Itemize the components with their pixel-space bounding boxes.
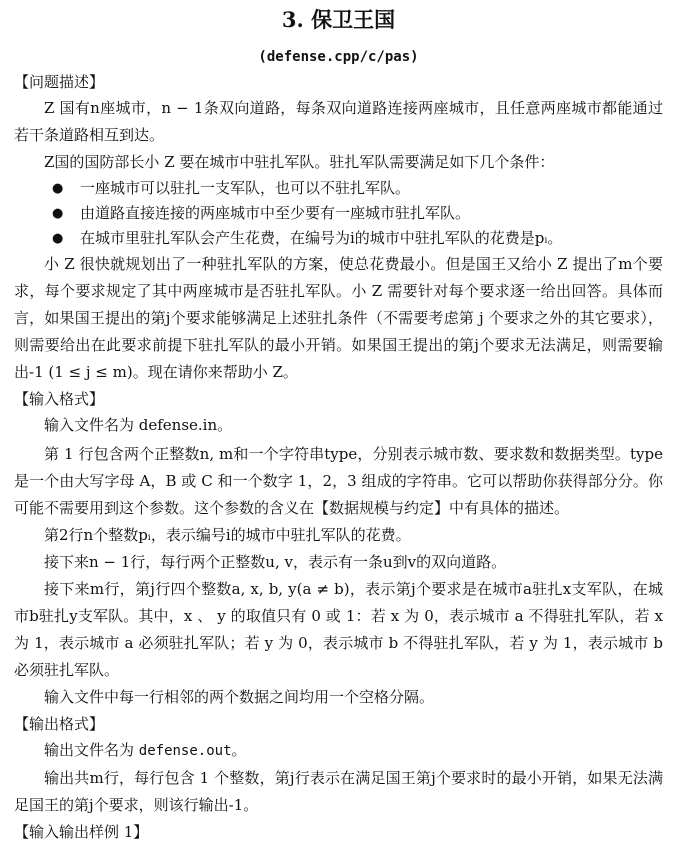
section-heading-description: 【问题描述】: [14, 73, 105, 91]
condition-text: 一座城市可以驻扎一支军队，也可以不驻扎军队。: [80, 179, 411, 197]
condition-text: 在城市里驻扎军队会产生花费，在编号为i的城市中驻扎军队的花费是pᵢ。: [80, 229, 563, 247]
input-paragraph-2: 第 1 行包含两个正整数n, m和一个字符串type，分别表示城市数、要求数和数据类型。type是一个由大写字母 A，B 或 C 和一个数字 1，2，3 组成的字符串。它可以帮助你获得部分分。你可能不需要用到这个参数。这个参数的含义在【数据规模与约定】中有具体的描述。: [14, 445, 663, 517]
desc-paragraph-1: Z 国有n座城市，n − 1条双向道路，每条双向道路连接两座城市，且任意两座城市都能通过若干条道路相互到达。: [14, 99, 663, 144]
input-paragraph-1: 输入文件名为 defense.in。: [44, 416, 233, 434]
output-paragraph-2: 输出共m行，每行包含 1 个整数，第j行表示在满足国王第j个要求时的最小开销，如果无法满足国王的第j个要求，则该行输出-1。: [14, 769, 663, 814]
condition-item: [14, 176, 663, 201]
condition-item: [14, 226, 663, 251]
desc-paragraph-2: Z国的国防部长小 Z 要在城市中驻扎军队。驻扎军队需要满足如下几个条件：: [44, 153, 555, 171]
input-paragraph-4: 接下来n − 1行，每行两个正整数u, v，表示有一条u到v的双向道路。: [44, 553, 507, 571]
bullet-icon: ●: [52, 231, 64, 246]
input-paragraph-5: 接下来m行，第j行四个整数a, x, b, y(a ≠ b)，表示第j个要求是在城市a驻扎x支军队，在城市b驻扎y支军队。其中，x 、 y 的取值只有 0 或 1：若 x 为 0，表示城市 a 不得驻扎军队，若 x 为 1，表示城市 a 必须驻扎军队；若 y 为 0，表示城市 b 不得驻扎军队，若 y 为 1，表示城市 b 必须驻扎军队。: [14, 580, 663, 679]
desc-paragraph-3: 小 Z 很快就规划出了一种驻扎军队的方案，使总花费最小。但是国王又给小 Z 提出了m个要求，每个要求规定了其中两座城市是否驻扎军队。小 Z 需要针对每个要求逐一给出回答。具体而言，如果国王提出的第j个要求能够满足上述驻扎条件（不需要考虑第 j 个要求之外的其它要求），则需要给出在此要求前提下驻扎军队的最小开销。如果国王提出的第j个要求无法满足，则需要输出-1 (1 ≤ j ≤ m)。现在请你来帮助小 Z。: [14, 255, 663, 381]
condition-item: [14, 201, 663, 226]
file-names: (defense.cpp/c/pas): [258, 49, 419, 65]
output-text: 输出文件名为: [44, 741, 139, 759]
input-paragraph-3: 第2行n个整数pᵢ，表示编号i的城市中驻扎军队的花费。: [44, 526, 411, 544]
section-heading-output: 【输出格式】: [14, 715, 105, 733]
condition-text: 由道路直接连接的两座城市中至少要有一座城市驻扎军队。: [80, 204, 471, 222]
section-heading-input: 【输入格式】: [14, 390, 105, 408]
output-text: 。: [231, 741, 247, 759]
output-filename: defense.out: [138, 743, 232, 759]
page-title: 3. 保卫王国: [281, 7, 396, 32]
output-paragraph-1: [14, 737, 663, 765]
input-paragraph-6: 输入文件中每一行相邻的两个数据之间均用一个空格分隔。: [44, 688, 435, 706]
bullet-icon: ●: [52, 206, 64, 221]
section-heading-sample: 【输入输出样例 1】: [14, 823, 149, 841]
bullet-icon: ●: [52, 181, 64, 196]
